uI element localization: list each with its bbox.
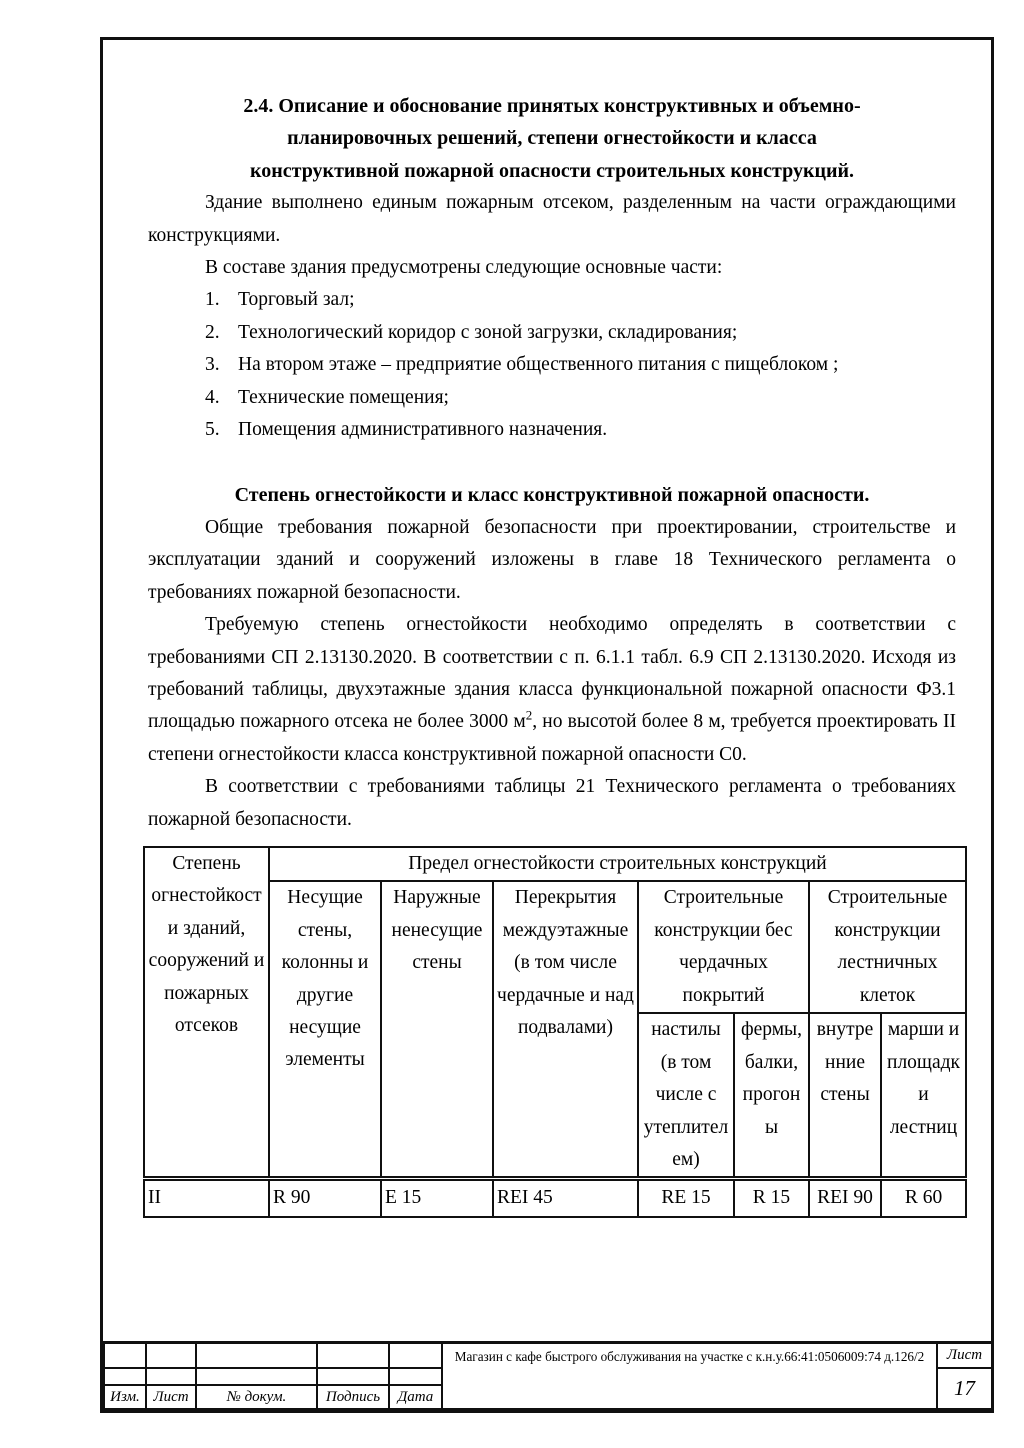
paragraph-building-parts-intro: В составе здания предусмотрены следующие основные части: <box>205 257 723 279</box>
paragraph-required-fire-rating <box>148 609 956 771</box>
list-text: На втором этаже – предприятие общественного питания с пищеблоком ; <box>238 354 839 376</box>
paragraph-building-compartment: Здание выполнено единым пожарным отсеком, разделенным на части ограждающими конструкциями. <box>148 192 956 246</box>
paragraph-table21-reference: В соответствии с требованиями таблицы 21 Технического регламента о требованиях пожарной безопасности. <box>148 776 956 830</box>
list-number: 5. <box>205 419 220 441</box>
stamp-empty-cell <box>389 1342 442 1368</box>
list-number: 4. <box>205 386 220 408</box>
table-header-degree: Степень огнестойкости зданий, сооружений и пожарных отсеков <box>144 847 269 1179</box>
stamp-empty-cell <box>317 1342 389 1368</box>
section-title-line: 2.4. Описание и обоснование принятых конструктивных и объемно- <box>243 95 861 117</box>
list-number: 2. <box>205 321 220 343</box>
table-subheader-internal-walls: внутренние стены <box>809 1013 881 1179</box>
list-text: Помещения административного назначения. <box>238 419 608 441</box>
table-cell: R 90 <box>269 1179 381 1217</box>
stamp-empty-cell <box>317 1368 389 1385</box>
list-text: Торговый зал; <box>238 289 355 311</box>
table-subheader-flights-landings: марши и площадки лестниц <box>881 1013 966 1179</box>
list-number: 1. <box>205 289 220 311</box>
section-title-line: планировочных решений, степени огнестойкости и класса <box>287 127 817 150</box>
table-cell: R 15 <box>734 1179 809 1217</box>
subsection-title: Степень огнестойкости и класс конструктивной пожарной опасности. <box>234 484 870 507</box>
stamp-empty-cell <box>104 1342 146 1368</box>
list-item <box>205 414 956 446</box>
list-item <box>205 349 956 381</box>
table-header-floors: Перекрытия междуэтажные (в том числе чердачные и над подвалами) <box>493 881 638 1179</box>
section-title <box>148 90 956 187</box>
stamp-label-izm: Изм. <box>104 1385 146 1409</box>
stamp-label-docnum: № докум. <box>196 1385 317 1409</box>
stamp-label-data: Дата <box>389 1385 442 1409</box>
stamp-label-list: Лист <box>146 1385 196 1409</box>
building-parts-list <box>148 284 956 446</box>
table-header-external-walls: Наружные ненесущие стены <box>381 881 493 1179</box>
paragraph-text-before-superscript: Требуемую степень огнестойкости необходимо определять в соответствии с требованиями СП 2.13130.2020. В соответствии с п. 6.1.1 табл. 6.9 СП 2.13130.2020. Исходя из требований таблицы, двухэтажные здания класса функциональной пожарной опасности Ф3.1 площадью пожарного отсека не более 3000 м <box>148 614 956 733</box>
table-header-fire-limit-span: Предел огнестойкости строительных конструкций <box>269 847 966 881</box>
stamp-empty-cell <box>389 1368 442 1385</box>
list-text: Технологический коридор с зоной загрузки, складирования; <box>238 321 738 343</box>
stamp-empty-cell <box>196 1342 317 1368</box>
table-subheader-trusses: фермы, балки, прогоны <box>734 1013 809 1179</box>
superscript-2: 2 <box>525 707 533 723</box>
title-block <box>103 1341 993 1411</box>
table-header-stair-enclosures: Строительные конструкции лестничных клеток <box>809 881 966 1013</box>
table-cell: RE 15 <box>638 1179 734 1217</box>
table-cell-degree-value: II <box>144 1179 269 1217</box>
table-cell: REI 90 <box>809 1179 881 1217</box>
table-subheader-decking: настилы (в том числе с утеплителем) <box>638 1013 734 1179</box>
stamp-sheet-number: 17 <box>937 1368 992 1409</box>
stamp-empty-cell <box>196 1368 317 1385</box>
table-cell: E 15 <box>381 1179 493 1217</box>
section-title-line: конструктивной пожарной опасности строительных конструкций. <box>249 159 855 182</box>
stamp-label-podpis: Подпись <box>317 1385 389 1409</box>
stamp-sheet-label: Лист <box>937 1342 992 1368</box>
stamp-empty-cell <box>146 1368 196 1385</box>
list-item <box>205 382 956 414</box>
list-item <box>205 284 956 316</box>
stamp-document-title: Магазин с кафе быстрого обслуживания на участке с к.н.у.66:41:0506009:74 д.126/2 <box>442 1342 937 1409</box>
table-cell: R 60 <box>881 1179 966 1217</box>
paragraph-general-requirements: Общие требования пожарной безопасности при проектировании, строительстве и эксплуатации зданий и сооружений изложены в главе 18 Технического регламента о требованиях пожарной безопасности. <box>148 516 956 603</box>
list-item <box>205 317 956 349</box>
page-frame <box>100 37 994 1413</box>
paragraph-text-after-superscript: , но высотой более 8 м, требуется проектировать II степени огнестойкости класса конструктивной пожарной опасности С0. <box>148 711 957 765</box>
stamp-empty-cell <box>104 1368 146 1385</box>
list-text: Технические помещения; <box>238 386 449 408</box>
fire-resistance-table <box>143 846 967 1218</box>
table-cell: REI 45 <box>493 1179 638 1217</box>
list-number: 3. <box>205 354 220 376</box>
page-content <box>148 90 960 1218</box>
table-header-bearing-walls: Несущие стены, колонны и другие несущие элементы <box>269 881 381 1179</box>
stamp-empty-cell <box>146 1342 196 1368</box>
table-header-atticless-roofs: Строительные конструкции бес чердачных покрытий <box>638 881 809 1013</box>
